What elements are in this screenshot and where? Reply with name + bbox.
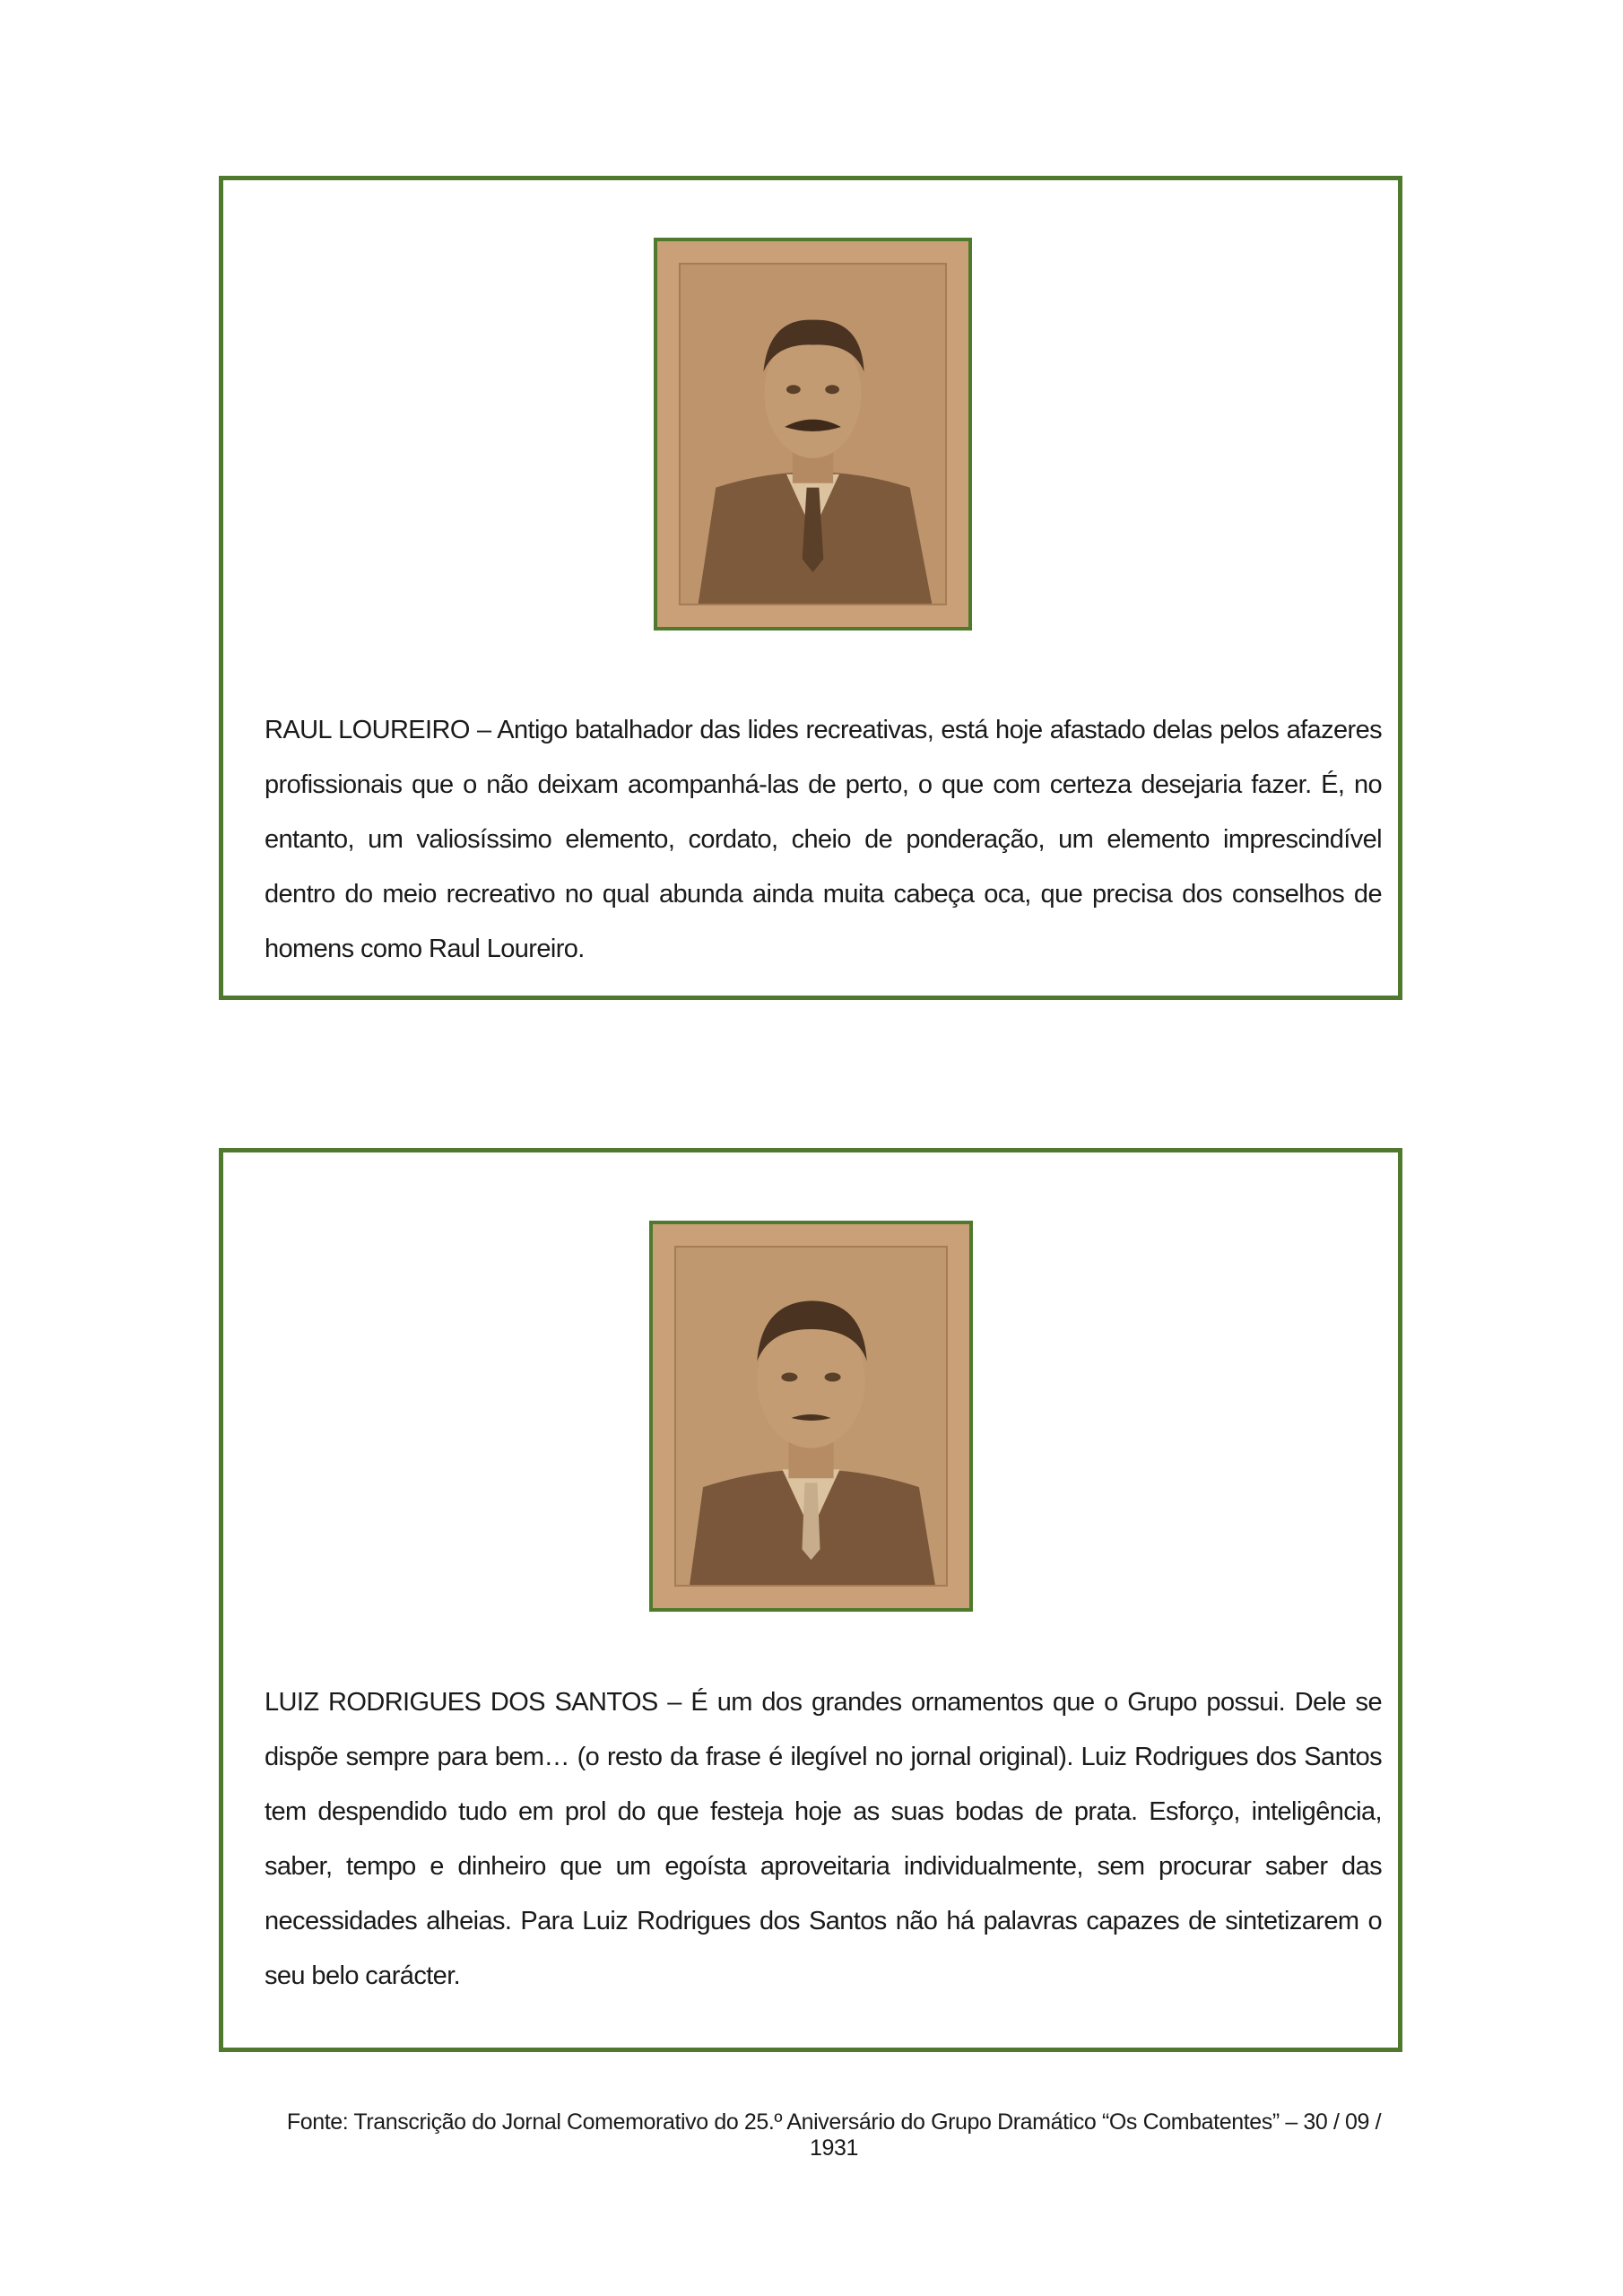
- profile-card-raul-loureiro: [219, 176, 1402, 1000]
- source-citation: Fonte: Transcrição do Jornal Comemorativo do 25.º Aniversário do Grupo Dramático “Os Combatentes” – 30 / 09 / 1931: [286, 2109, 1382, 2161]
- profile-bio: RAUL LOUREIRO – Antigo batalhador das lides recreativas, está hoje afastado delas pelos afazeres profissionais que o não deixam acompanhá-las de perto, o que com certeza desejaria fazer. É, no entanto, um valiosíssimo elemento, cordato, cheio de ponderação, um elemento imprescindível dentro do meio recreativo no qual abunda ainda muita cabeça oca, que precisa dos conselhos de homens como Raul Loureiro.: [265, 716, 1382, 963]
- portrait-photo-luiz-rodrigues-dos-santos: [674, 1246, 948, 1587]
- portrait-illustration: [681, 265, 945, 604]
- portrait-frame: [654, 238, 972, 631]
- portrait-illustration: [676, 1248, 946, 1585]
- profile-card-luiz-rodrigues-dos-santos: [219, 1148, 1402, 2052]
- profile-bio: LUIZ RODRIGUES DOS SANTOS – É um dos grandes ornamentos que o Grupo possui. Dele se dispõe sempre para bem… (o resto da frase é ilegível no jornal original). Luiz Rodrigues dos Santos tem despendido tudo em prol do que festeja hoje as suas bodas de prata. Esforço, inteligência, saber, tempo e dinheiro que um egoísta aproveitaria individualmente, sem procurar saber das necessidades alheias. Para Luiz Rodrigues dos Santos não há palavras capazes de sintetizarem o seu belo carácter.: [265, 1688, 1382, 1990]
- portrait-photo-raul-loureiro: [679, 263, 947, 605]
- portrait-frame: [649, 1221, 973, 1612]
